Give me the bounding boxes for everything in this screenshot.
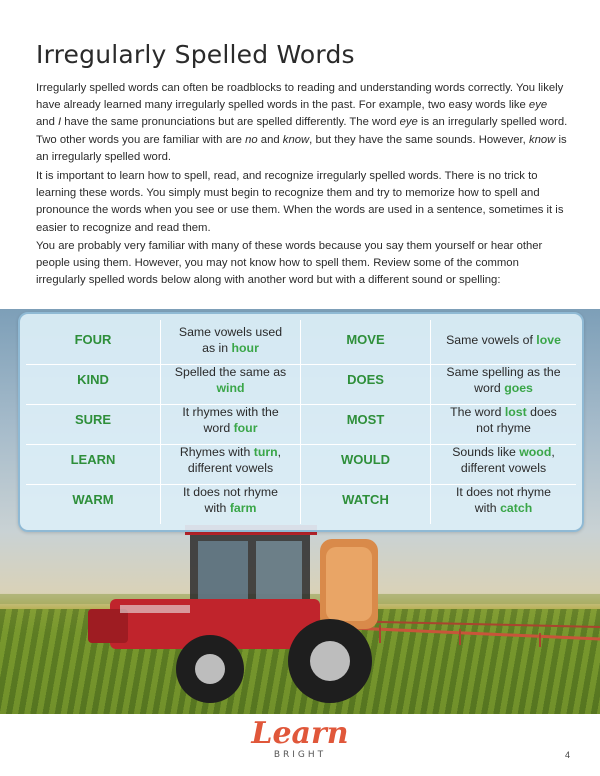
desc-text: Same vowels of xyxy=(446,333,537,347)
word-description-cell xyxy=(431,480,576,520)
intro-paragraph xyxy=(36,80,568,166)
irregular-word-cell: DOES xyxy=(347,372,384,387)
text-run: , but they have the same sounds. However, xyxy=(309,133,529,146)
desc-highlight: love xyxy=(536,333,561,347)
italic-word: eye xyxy=(528,99,548,112)
text-run: is an irregularly spelled word. Two other words you are familiar with are xyxy=(36,116,568,146)
page-number: 4 xyxy=(564,750,570,760)
desc-text: different vowels xyxy=(460,461,547,475)
desc-text: word xyxy=(203,421,234,435)
irregular-word-cell: WATCH xyxy=(342,492,389,507)
irregular-words-table xyxy=(18,312,584,532)
text-run: have the same pronunciations but are spelled differently. The word xyxy=(61,116,400,129)
desc-text: Same vowels used xyxy=(178,325,283,339)
page-title: Irregularly Spelled Words xyxy=(36,40,355,69)
desc-highlight: farm xyxy=(229,501,257,515)
desc-highlight: wind xyxy=(216,381,245,395)
desc-text: word xyxy=(474,381,505,395)
italic-word: eye xyxy=(399,116,418,129)
word-description-cell xyxy=(161,360,300,400)
logo-subtitle: BRIGHT xyxy=(273,750,327,760)
desc-highlight: lost xyxy=(504,405,527,419)
desc-text: with xyxy=(204,501,230,515)
irregular-word-cell: WARM xyxy=(72,492,114,507)
irregular-word-cell: MOVE xyxy=(346,332,385,347)
irregular-word-cell: KIND xyxy=(77,372,109,387)
italic-word: I xyxy=(58,116,62,129)
desc-text: It does not rhyme xyxy=(182,485,278,499)
desc-text: with xyxy=(474,501,501,515)
desc-text: as in xyxy=(202,341,232,355)
desc-text: Sounds like xyxy=(452,445,520,459)
desc-highlight: four xyxy=(233,421,258,435)
word-description-cell xyxy=(161,320,300,360)
word-description-cell xyxy=(431,320,576,360)
desc-text: It rhymes with the xyxy=(182,405,279,419)
irregular-word-cell: MOST xyxy=(346,412,385,427)
word-description-cell xyxy=(431,400,576,440)
text-run: and xyxy=(36,116,58,129)
desc-text: Rhymes with xyxy=(179,445,254,459)
word-description-cell xyxy=(161,440,300,480)
desc-text: , xyxy=(277,445,282,459)
text-run: Irregularly spelled words can often be roadblocks to reading and understanding words correctly. You likely have already learned many irregularly spelled words in the past. For example, two easy words like xyxy=(36,82,564,112)
desc-text: Same spelling as the xyxy=(446,365,561,379)
desc-highlight: wood xyxy=(519,445,552,459)
word-description-cell xyxy=(431,440,576,480)
learn-bright-logo xyxy=(0,718,600,760)
text-run: is an irregularly spelled word. xyxy=(36,133,567,163)
desc-text: different vowels xyxy=(187,461,274,475)
italic-word: know xyxy=(528,133,556,146)
desc-highlight: catch xyxy=(500,501,533,515)
word-description-cell xyxy=(431,360,576,400)
irregular-word-cell: SURE xyxy=(74,412,112,427)
irregular-word-cell: WOULD xyxy=(340,452,391,467)
italic-word: know xyxy=(282,133,310,146)
desc-text: The word xyxy=(450,405,505,419)
desc-highlight: turn xyxy=(253,445,278,459)
desc-text: does xyxy=(526,405,557,419)
desc-text: , xyxy=(551,445,555,459)
desc-text: Spelled the same as xyxy=(174,365,287,379)
desc-highlight: goes xyxy=(504,381,533,395)
word-description-cell xyxy=(161,400,300,440)
text-run: and xyxy=(257,133,283,146)
desc-highlight: hour xyxy=(231,341,259,355)
word-description-cell xyxy=(161,480,300,520)
review-paragraph: You are probably very familiar with many of these words because you say them yourself or hear other people using them. However, you may not know how to spell them. Review some of the common irregularly spelled words below along with another word but with a different sound or spelling: xyxy=(36,240,543,287)
irregular-word-cell: LEARN xyxy=(70,452,116,467)
irregular-word-cell: FOUR xyxy=(74,332,112,347)
importance-paragraph: It is important to learn how to spell, read, and recognize irregularly spelled words. There is no trick to learning these words. You simply must begin to recognize them and try to memorize how to spell and pronounce the words when you see or use them. When the words are used in a sentence, sometimes it is easier to recognize and read them. xyxy=(36,170,564,234)
desc-text: not rhyme xyxy=(476,421,531,435)
logo-wordmark: Learn xyxy=(251,716,349,751)
desc-text: It does not rhyme xyxy=(455,485,551,499)
italic-word: no xyxy=(245,133,258,146)
